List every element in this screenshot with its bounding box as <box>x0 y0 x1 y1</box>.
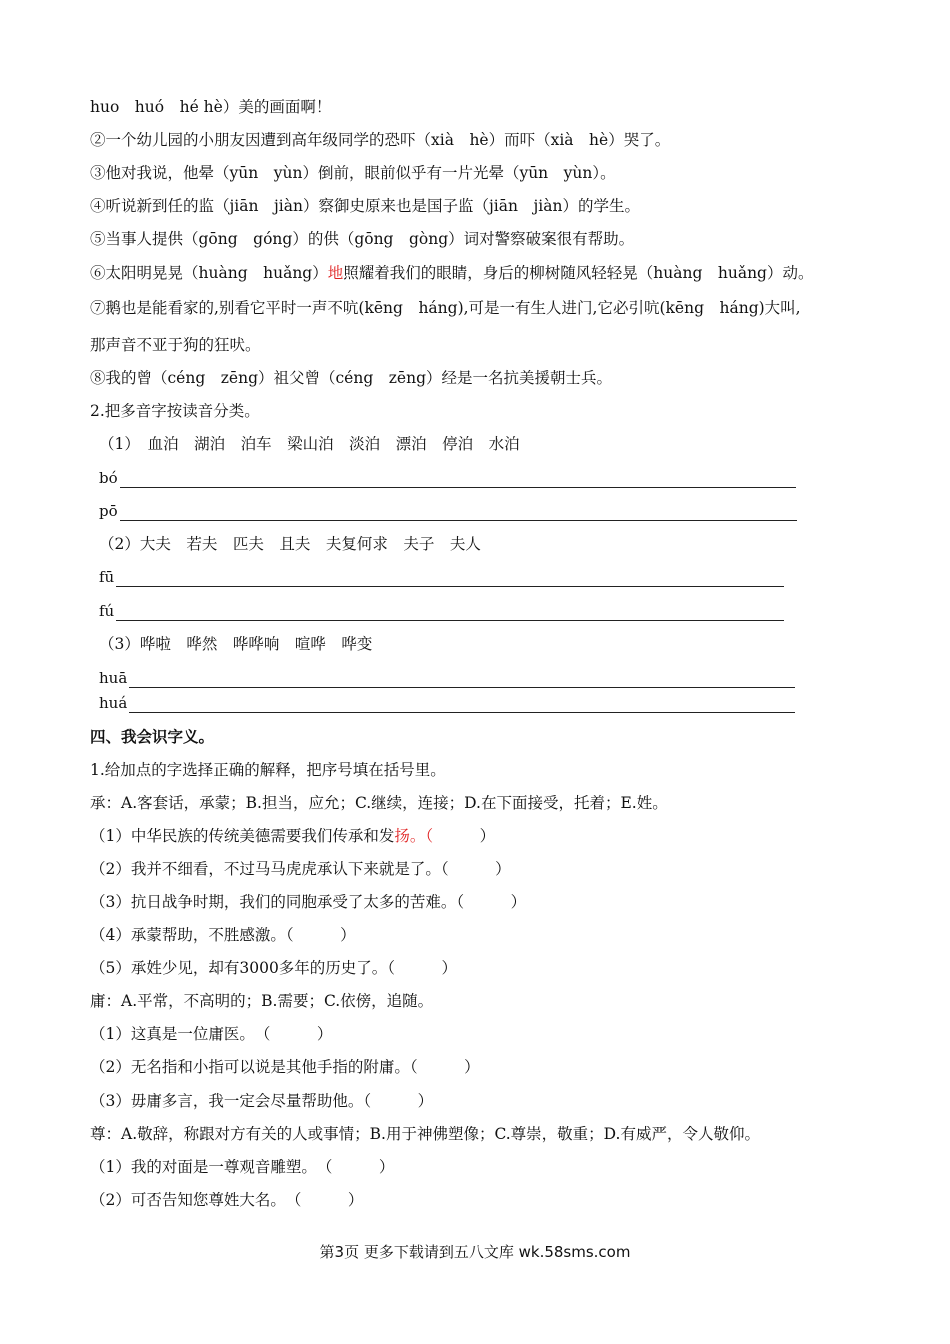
answer-line[interactable] <box>99 668 795 688</box>
text-line: ③他对我说，他晕（yūn yùn）倒前，眼前似乎有一片光晕（yūn yùn）。 <box>90 164 616 182</box>
pinyin-label: fú <box>99 602 115 620</box>
question-heading: 1.给加点的字选择正确的解释，把序号填在括号里。 <box>90 761 446 779</box>
question-item: （4）承蒙帮助，不胜感激。（ ） <box>90 926 356 944</box>
answer-line[interactable] <box>99 468 796 488</box>
question-item: （2）无名指和小指可以说是其他手指的附庸。（ ） <box>90 1058 480 1076</box>
text-segment: ⑥太阳明晃晃（huàng huǎng） <box>90 264 328 282</box>
highlight-text: 扬。（ <box>394 827 434 845</box>
text-line: ④听说新到任的监（jiān jiàn）察御史原来也是国子监（jiān jiàn）的学生。 <box>90 197 640 215</box>
question-item <box>90 825 495 847</box>
question-item: （3）毋庸多言，我一定会尽量帮助他。（ ） <box>90 1092 434 1110</box>
pinyin-label: fū <box>99 568 115 586</box>
question-item: （5）承姓少见，却有3000多年的历史了。（ ） <box>90 959 458 977</box>
text-line: huo huó hé hè）美的画面啊！ <box>90 98 332 116</box>
question-item: （1）我的对面是一尊观音雕塑。 （ ） <box>90 1158 395 1176</box>
text-segment: ） <box>433 827 496 845</box>
definition-line: 尊：A.敬辞，称跟对方有关的人或事情；B.用于神佛塑像；C.尊崇，敬重；D.有威严，令人敬仰。 <box>90 1125 760 1143</box>
underline <box>120 473 796 488</box>
underline <box>129 698 795 713</box>
question-item: （2）可否告知您尊姓大名。 （ ） <box>90 1191 364 1209</box>
word-group: （2）大夫 若夫 匹夫 且夫 夫复何求 夫子 夫人 <box>99 535 481 553</box>
text-line: ⑦鹅也是能看家的,别看它平时一声不吭(kēng háng),可是一有生人进门,它必引吭(kēng háng)大叫, <box>90 299 801 317</box>
question-item: （1）这真是一位庸医。 （ ） <box>90 1025 333 1043</box>
question-heading: 2.把多音字按读音分类。 <box>90 402 260 420</box>
word-group: （3）哗啦 哗然 哗哗响 喧哗 哗变 <box>99 635 373 653</box>
definition-line: 庸：A.平常，不高明的；B.需要；C.依傍，追随。 <box>90 992 434 1010</box>
underline <box>120 506 797 521</box>
section-title: 四、我会识字义。 <box>90 727 215 746</box>
pinyin-label: huā <box>99 669 128 687</box>
pinyin-label: bó <box>99 469 118 487</box>
text-segment: 照耀着我们的眼睛，身后的柳树随风轻轻晃（huàng huǎng）动。 <box>343 264 814 282</box>
text-line: 那声音不亚于狗的狂吠。 <box>90 336 261 354</box>
answer-line[interactable] <box>99 501 797 521</box>
underline <box>116 572 784 587</box>
page-footer: 第3页 更多下载请到五八文库 wk.58sms.com <box>319 1243 631 1261</box>
definition-line: 承：A.客套话，承蒙；B.担当，应允；C.继续，连接；D.在下面接受，托着；E.姓。 <box>90 794 668 812</box>
text-line: ⑧我的曾（céng zēng）祖父曾（céng zēng）经是一名抗美援朝士兵。 <box>90 369 613 387</box>
underline <box>116 606 784 621</box>
underline <box>129 673 795 688</box>
answer-line[interactable] <box>99 601 784 621</box>
question-item: （3）抗日战争时期，我们的同胞承受了太多的苦难。（ ） <box>90 893 527 911</box>
pinyin-label: huá <box>99 694 128 712</box>
answer-line[interactable] <box>99 567 784 587</box>
highlight-text: 地 <box>327 264 344 282</box>
text-segment: （1）中华民族的传统美德需要我们传承和发 <box>90 827 395 845</box>
pinyin-label: pō <box>99 502 118 520</box>
text-line: ②一个幼儿园的小朋友因遭到高年级同学的恐吓（xià hè）而吓（xià hè）哭了。 <box>90 131 671 149</box>
text-line <box>90 262 813 284</box>
question-item: （2）我并不细看，不过马马虎虎承认下来就是了。（ ） <box>90 860 511 878</box>
word-group: （1） 血泊 湖泊 泊车 梁山泊 淡泊 漂泊 停泊 水泊 <box>99 435 520 453</box>
text-line: ⑤当事人提供（gōng góng）的供（gōng gòng）词对警察破案很有帮助。 <box>90 230 635 248</box>
answer-line[interactable] <box>99 693 795 713</box>
